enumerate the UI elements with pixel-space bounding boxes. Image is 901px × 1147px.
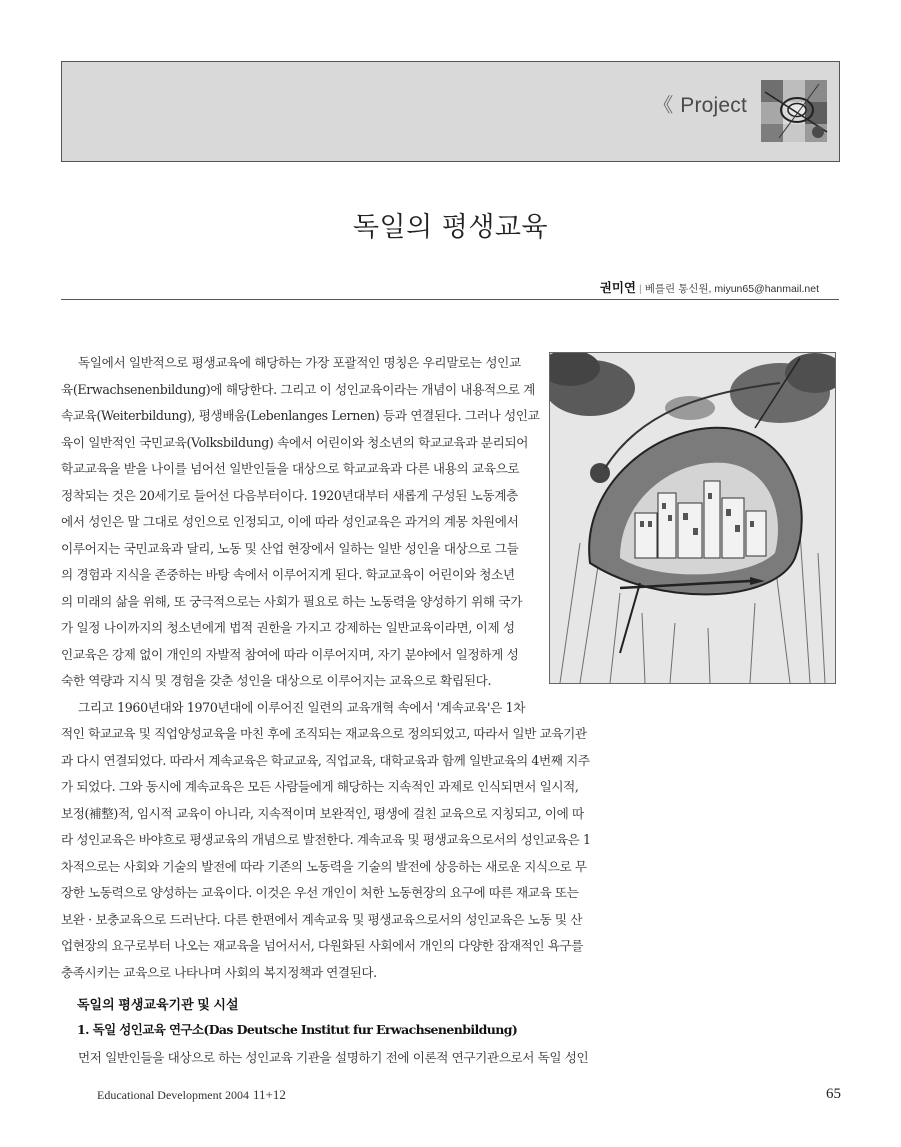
paragraph-line: 가 일정 나이까지의 청소년에게 법적 권한을 가지고 강제하는 일반교육이라면, 이제 성: [61, 620, 515, 635]
footer-journal: [97, 1087, 286, 1103]
paragraph-line: 숙한 역량과 지식 및 경험을 갖춘 성인을 대상으로 이루어지는 교육으로 확립된다.: [61, 673, 492, 688]
paragraph-line: 에서 성인은 말 그대로 성인으로 인정되고, 이에 따라 성인교육은 과거의 계몽 차원에서: [61, 514, 519, 529]
paragraph-line: 먼저 일반인들을 대상으로 하는 성인교육 기관을 설명하기 전에 이론적 연구기관으로서 독일 성인: [78, 1050, 589, 1065]
paragraph-line: 속교육(Weiterbildung), 평생배움(Lebenlanges Lernen) 등과 연결된다. 그러나 성인교: [61, 408, 540, 423]
paragraph-line: 장한 노동력으로 양성하는 교육이다. 이것은 우선 개인이 처한 노동현장의 요구에 따른 재교육 또는: [61, 885, 579, 900]
section-label-text: Project: [680, 94, 747, 117]
article-title: 독일의 평생교육: [352, 212, 549, 243]
author-name: 권미연: [599, 281, 637, 295]
paragraph-line: 가 되었다. 그와 동시에 계속교육은 모든 사람들에게 해당하는 지속적인 과제로 인식되면서 일시적,: [61, 779, 579, 794]
paragraph-line: 인교육은 강제 없이 개인의 자발적 참여에 따라 이루어지며, 자기 분야에서 일정하게 성: [61, 647, 519, 662]
paragraph-line: 정착되는 것은 20세기로 들어선 다음부터이다. 1920년대부터 새롭게 구성된 노동계층: [61, 488, 518, 503]
paragraph-line: 의 미래의 삶을 위해, 또 궁극적으로는 사회가 필요로 하는 노동력을 양성하기 위해 국가: [61, 594, 523, 609]
issue-number: 11+12: [252, 1087, 286, 1102]
paragraph-line: 라 성인교육은 바야흐로 평생교육의 개념으로 발전한다. 계속교육 및 평생교육으로서의 성인교육은 1: [61, 832, 591, 847]
section-header-banner: [61, 61, 840, 162]
paragraph-line: 독일에서 일반적으로 평생교육에 해당하는 가장 포괄적인 명칭은 우리말로는 성인교: [78, 355, 521, 370]
byline-divider: |: [639, 283, 642, 295]
author-affiliation: 베를린 통신원, miyun65@hanmail.net: [644, 283, 819, 295]
paragraph-line: 이루어지는 국민교육과 달리, 노동 및 산업 현장에서 일하는 일반 성인을 대상으로 그들: [61, 541, 519, 556]
paragraph-line: 보정(補整)적, 임시적 교육이 아니라, 지속적이며 보완적인, 평생에 걸친 교육으로 지칭되고, 이에 따: [61, 806, 584, 821]
article-illustration: [549, 352, 836, 684]
paragraph-line: 적인 학교교육 및 직업양성교육을 마친 후에 조직되는 재교육으로 정의되었고, 따라서 일반 교육기관: [61, 726, 587, 741]
paragraph-line: 의 경험과 지식을 존중하는 바탕 속에서 이루어지게 된다. 학교교육이 어린이와 청소년: [61, 567, 515, 582]
section-heading: 독일의 평생교육기관 및 시설: [77, 997, 239, 1012]
paragraph-line: 충족시키는 교육으로 나타나며 사회의 복지정책과 연결된다.: [61, 965, 377, 980]
paragraph-line: 육이 일반적인 국민교육(Volksbildung) 속에서 어린이와 청소년의 학교교육과 분리되어: [61, 435, 529, 450]
paragraph-line: 그리고 1960년대와 1970년대에 이루어진 일련의 교육개혁 속에서 '계속교육'은 1차: [78, 700, 526, 715]
header-rule: [61, 299, 839, 300]
paragraph-line: 보완 · 보충교육으로 드러난다. 다른 한편에서 계속교육 및 평생교육으로서의 성인교육은 노동 및 산: [61, 912, 583, 927]
page-number: 65: [826, 1086, 841, 1102]
paragraph-line: 육(Erwachsenenbildung)에 해당한다. 그리고 이 성인교육이라는 개념이 내용적으로 계: [61, 382, 535, 397]
paragraph-line: 차적으로는 사회와 기술의 발전에 따라 기존의 노동력을 기술의 발전에 상응하는 새로운 지식으로 무: [61, 859, 587, 874]
byline: [600, 278, 819, 296]
subsection-heading: 1. 독일 성인교육 연구소(Das Deutsche Institut fur Erwachsenenbildung): [77, 1022, 518, 1037]
paragraph-line: 업현장의 요구로부터 나오는 재교육을 넘어서서, 다원화된 사회에서 개인의 다양한 잠재적인 욕구를: [61, 938, 584, 953]
paragraph-line: 과 다시 연결되었다. 따라서 계속교육은 학교교육, 직업교육, 대학교육과 함께 일반교육의 4번째 지주: [61, 753, 590, 768]
journal-name: Educational Development 2004: [97, 1088, 249, 1102]
section-label: [653, 89, 747, 118]
project-logo-icon: [759, 78, 831, 144]
paragraph-line: 학교교육을 받을 나이를 넘어선 일반인들을 대상으로 학교교육과 다른 내용의 교육으로: [61, 461, 520, 476]
double-chevron-left-icon: 《: [653, 95, 671, 117]
